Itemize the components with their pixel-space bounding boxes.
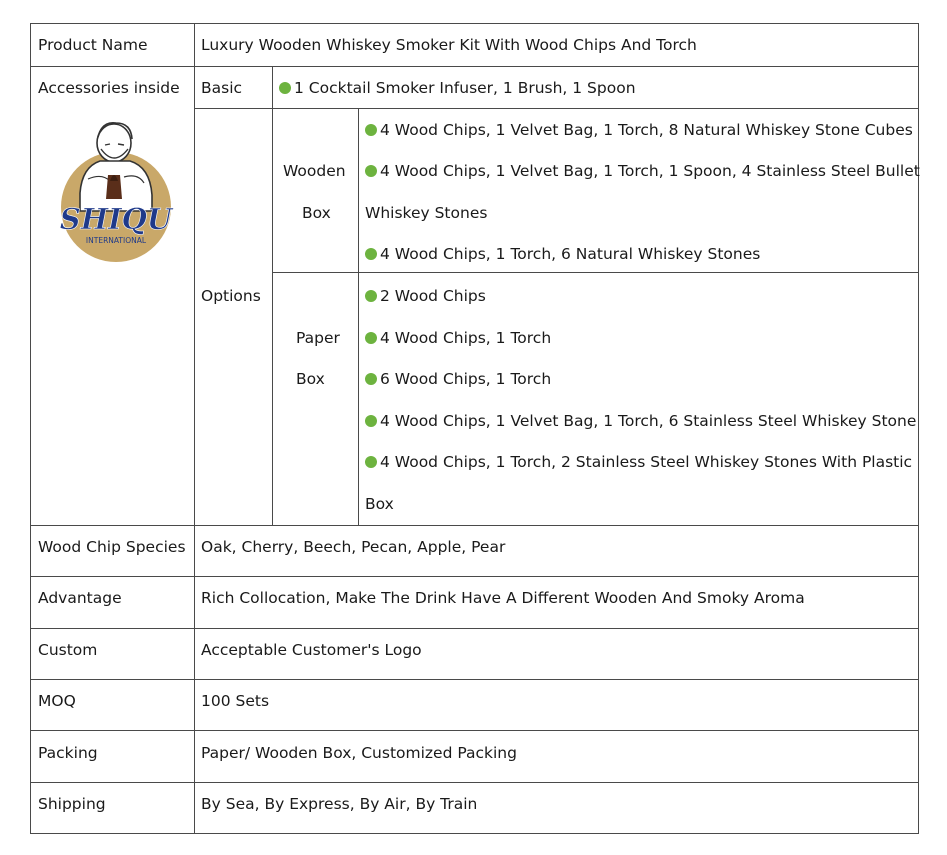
row-divider [30,628,919,629]
wood-chip-species-value: Oak, Cherry, Beech, Pecan, Apple, Pear [201,538,506,556]
shiqu-logo [52,115,180,265]
bullet-icon [365,373,377,385]
custom-label: Custom [38,641,98,659]
shipping-label: Shipping [38,795,106,813]
column-divider [272,66,273,526]
wooden-box-label-line2: Box [302,204,331,222]
column-divider [194,23,195,834]
row-divider [30,525,919,526]
list-item: 2 Wood Chips [365,286,486,306]
wooden-box-label-line1: Wooden [283,162,346,180]
logo-brand-text: SHIQU [59,202,173,236]
row-divider [30,576,919,577]
spec-table [30,23,919,834]
list-item: 4 Wood Chips, 1 Torch [365,328,551,348]
list-item-continuation: Box [365,495,394,513]
paper-box-label-line2: Box [296,370,325,388]
accessories-label: Accessories inside [38,79,180,97]
row-divider [30,730,919,731]
list-item: 4 Wood Chips, 1 Velvet Bag, 1 Torch, 1 Spoon, 4 Stainless Steel Bullet [365,161,920,181]
custom-value: Acceptable Customer's Logo [201,641,422,659]
bullet-icon [365,165,377,177]
list-item: 4 Wood Chips, 1 Torch, 6 Natural Whiskey Stones [365,244,760,264]
list-item: 4 Wood Chips, 1 Velvet Bag, 1 Torch, 6 Stainless Steel Whiskey Stone [365,411,916,431]
bullet-icon [365,124,377,136]
product-name-label: Product Name [38,36,148,54]
packing-label: Packing [38,744,98,762]
advantage-label: Advantage [38,589,122,607]
list-item-continuation: Whiskey Stones [365,204,488,222]
paper-box-label-line1: Paper [296,329,340,347]
column-divider [358,108,359,526]
basic-label: Basic [201,79,243,97]
bullet-icon [365,415,377,427]
row-divider [30,679,919,680]
moq-value: 100 Sets [201,692,270,710]
row-divider [30,66,919,67]
list-item: 6 Wood Chips, 1 Torch [365,369,551,389]
cell-divider [194,108,919,109]
basic-item: 1 Cocktail Smoker Infuser, 1 Brush, 1 Spoon [279,78,636,98]
table-border-bottom [30,833,919,834]
table-border-right [918,23,919,834]
bullet-icon [279,82,291,94]
bullet-icon [365,456,377,468]
table-border-top [30,23,919,24]
list-item: 4 Wood Chips, 1 Torch, 2 Stainless Steel Whiskey Stones With Plastic [365,452,912,472]
bullet-icon [365,248,377,260]
advantage-value: Rich Collocation, Make The Drink Have A Different Wooden And Smoky Aroma [201,589,805,607]
product-name-value: Luxury Wooden Whiskey Smoker Kit With Wood Chips And Torch [201,36,697,54]
packing-value: Paper/ Wooden Box, Customized Packing [201,744,517,762]
wood-chip-species-label: Wood Chip Species [38,538,186,556]
moq-label: MOQ [38,692,76,710]
row-divider [30,782,919,783]
cell-divider [272,272,919,273]
bullet-icon [365,290,377,302]
bullet-icon [365,332,377,344]
shipping-value: By Sea, By Express, By Air, By Train [201,795,478,813]
table-border-left [30,23,31,834]
logo-sub-text: INTERNATIONAL [85,236,147,245]
options-label: Options [201,287,261,305]
list-item: 4 Wood Chips, 1 Velvet Bag, 1 Torch, 8 Natural Whiskey Stone Cubes [365,120,913,140]
